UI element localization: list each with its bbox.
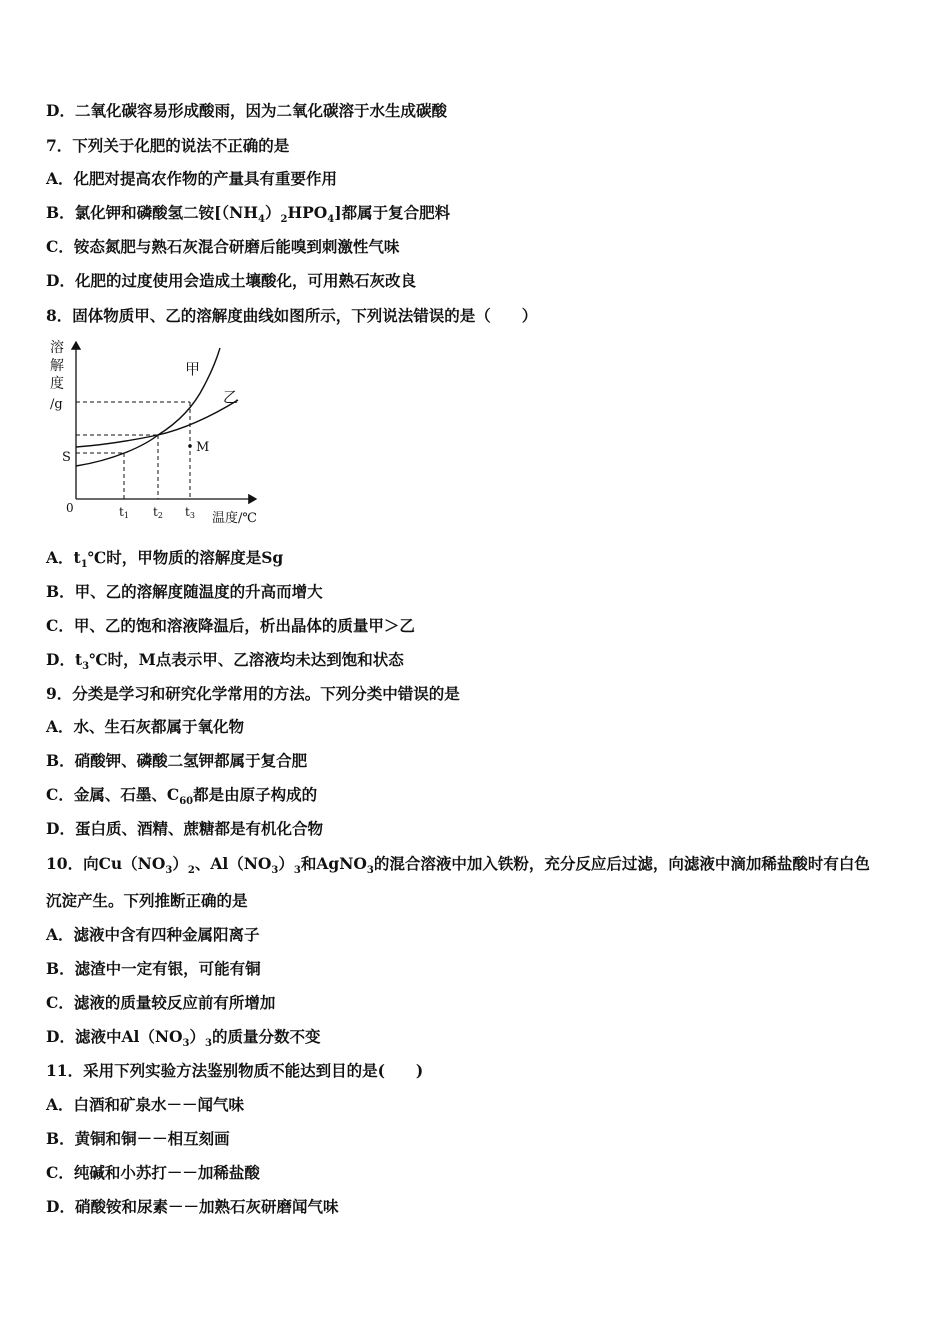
q7-option-a: A．化肥对提高农作物的产量具有重要作用 [46,169,338,188]
q9-option-a: A．水、生石灰都属于氧化物 [46,717,245,736]
q7-option-d: D．化肥的过度使用会造成土壤酸化，可用熟石灰改良 [46,271,416,290]
q8-option-d: D．$t_3℃$时，M点表示甲、乙溶液均未达到饱和状态 [46,650,404,673]
q8-option-a: A．$t_1℃$时，甲物质的溶解度是Sg [46,548,284,571]
y-label-4: /g [50,397,63,412]
q8-stem: 8．固体物质甲、乙的溶解度曲线如图所示，下列说法错误的是（ ） [46,306,538,325]
q6-option-d: D．二氧化碳容易形成酸雨，因为二氧化碳溶于水生成碳酸 [46,101,447,120]
point-m [188,444,192,448]
q11-option-d: D．硝酸铵和尿素－－加熟石灰研磨闻气味 [46,1197,339,1216]
q11-option-a: A．白酒和矿泉水－－闻气味 [46,1095,245,1114]
curve-yi-label: 乙 [223,388,239,406]
q10-option-b: B．滤渣中一定有银，可能有铜 [46,959,261,978]
q11-option-b: B．黄铜和铜－－相互刻画 [46,1129,230,1148]
q11-stem: 11．采用下列实验方法鉴别物质不能达到目的是( ) [46,1061,424,1080]
origin-label: 0 [66,501,74,515]
q10-stem-line1: 10．向$Cu(NO_3)_2$、$Al(NO_3)_3$和AgNO$_3$的混合溶液中加入铁粉，充分反应后过滤，向滤液中滴加稀盐酸时有白色 [46,854,870,877]
q7-option-b: B．氯化钾和磷酸氢二铵$[(NH_4)_2HPO_4]$都属于复合肥料 [46,203,451,226]
q10-option-d: D．滤液中$Al(NO_3)_3$的质量分数不变 [46,1027,321,1050]
solubility-graph [44,336,274,528]
curve-jia-label: 甲 [185,360,201,378]
q9-option-b: B．硝酸钾、磷酸二氢钾都属于复合肥 [46,751,308,770]
y-label-2: 解 [50,358,64,374]
x-label: 温度/℃ [212,511,257,526]
q10-option-a: A．滤液中含有四种金属阳离子 [46,925,260,944]
q8-option-c: C．甲、乙的饱和溶液降温后，析出晶体的质量甲＞乙 [46,616,415,635]
q10-option-c: C．滤液的质量较反应前有所增加 [46,993,276,1012]
q7-stem: 7．下列关于化肥的说法不正确的是 [46,136,290,155]
q8-option-b: B．甲、乙的溶解度随温度的升高而增大 [46,582,323,601]
q9-option-c: C．金属、石墨、$C_{60}$都是由原子构成的 [46,785,318,808]
q9-stem: 9．分类是学习和研究化学常用的方法。下列分类中错误的是 [46,684,460,703]
m-label: M [196,440,210,455]
tick-t1: t1 [119,505,129,520]
y-label-1: 溶 [50,340,64,356]
q10-stem-line2: 沉淀产生。下列推断正确的是 [46,891,248,910]
s-label: S [62,450,71,465]
q9-option-d: D．蛋白质、酒精、蔗糖都是有机化合物 [46,819,323,838]
curve-yi [76,400,238,447]
q11-option-c: C．纯碱和小苏打－－加稀盐酸 [46,1163,260,1182]
q7-option-c: C．铵态氮肥与熟石灰混合研磨后能嗅到刺激性气味 [46,237,400,256]
tick-t3: t3 [185,505,195,520]
y-label-3: 度 [50,376,64,392]
tick-t2: t2 [153,505,163,520]
